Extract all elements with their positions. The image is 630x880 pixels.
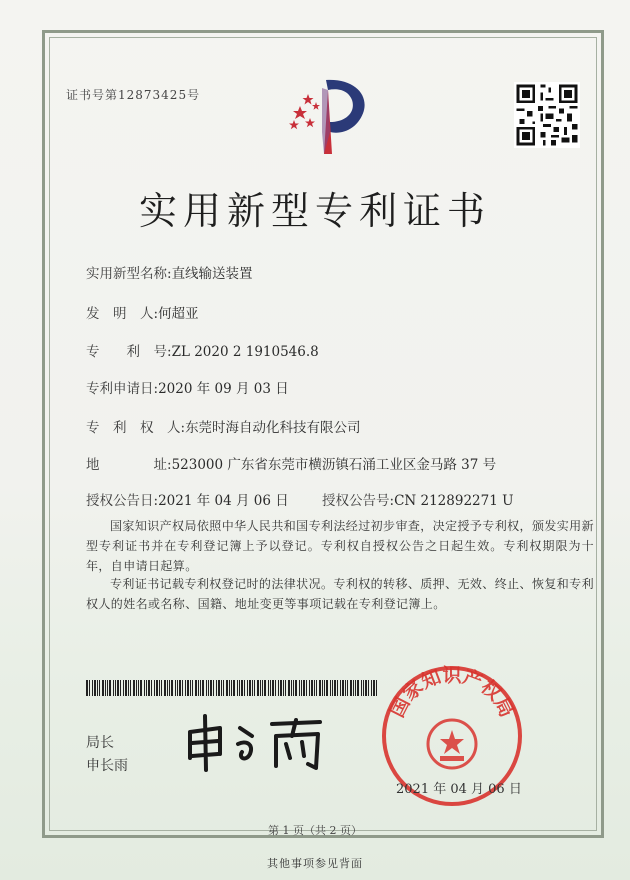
seal-date: 2021 年 04 月 06 日 <box>396 782 522 797</box>
field-grant-number <box>322 489 513 509</box>
field-patentee <box>86 416 361 436</box>
signatory-title: 局长 <box>86 735 114 751</box>
signatory-name: 申长雨 <box>86 758 128 774</box>
field-application-date <box>86 377 289 397</box>
field-label: 实用新型名称: <box>86 266 172 282</box>
barcode-icon <box>86 680 380 696</box>
qr-code-icon <box>514 82 580 148</box>
footer-note: 其他事项参见背面 <box>267 857 363 870</box>
page-number: 第 1 页（共 2 页） <box>268 824 362 837</box>
field-value: 2021 年 04 月 06 日 <box>158 493 289 509</box>
field-value: CN 212892271 U <box>394 493 514 509</box>
field-label: 授权公告日: <box>86 493 159 509</box>
field-inventor <box>86 302 199 322</box>
field-label: 发 明 人: <box>86 306 159 322</box>
certificate-number: 证书号第12873425号 <box>66 88 201 102</box>
paragraph-grant-statement: 国家知识产权局依照中华人民共和国专利法经过初步审查，决定授予专利权，颁发实用新型专利证书并在专利登记簿上予以登记。专利权自授权公告之日起生效。专利权期限为十年，自申请日起算。 <box>86 519 594 573</box>
field-value: ZL 2020 2 1910546.8 <box>171 344 319 360</box>
seal-text: 国家知识产权局 <box>386 664 518 721</box>
handwritten-signature <box>180 710 330 774</box>
field-value: 2020 年 09 月 03 日 <box>158 381 289 397</box>
field-value: 何超亚 <box>158 306 199 322</box>
field-label: 授权公告号: <box>322 493 395 509</box>
field-patent-number <box>86 340 319 360</box>
field-grant-date <box>86 489 289 509</box>
field-label: 专利申请日: <box>86 381 159 397</box>
svg-text:国家知识产权局 <box>386 664 518 721</box>
field-label: 地 址: <box>86 457 172 473</box>
field-value: 523000 广东省东莞市横沥镇石涌工业区金马路 37 号 <box>171 457 497 473</box>
national-emblem-icon <box>428 720 476 768</box>
field-address <box>86 453 496 473</box>
field-label: 专 利 号: <box>86 344 172 360</box>
field-utility-model-name <box>86 262 253 282</box>
certificate-title: 实用新型专利证书 <box>138 189 491 233</box>
field-label: 专 利 权 人: <box>86 420 186 436</box>
field-value: 东莞时海自动化科技有限公司 <box>185 420 361 436</box>
field-value: 直线输送装置 <box>171 266 253 282</box>
cnipa-logo-icon <box>270 72 380 162</box>
paragraph-legal-status: 专利证书记载专利权登记时的法律状况。专利权的转移、质押、无效、终止、恢复和专利权人的姓名或名称、国籍、地址变更等事项记载在专利登记簿上。 <box>86 577 594 611</box>
